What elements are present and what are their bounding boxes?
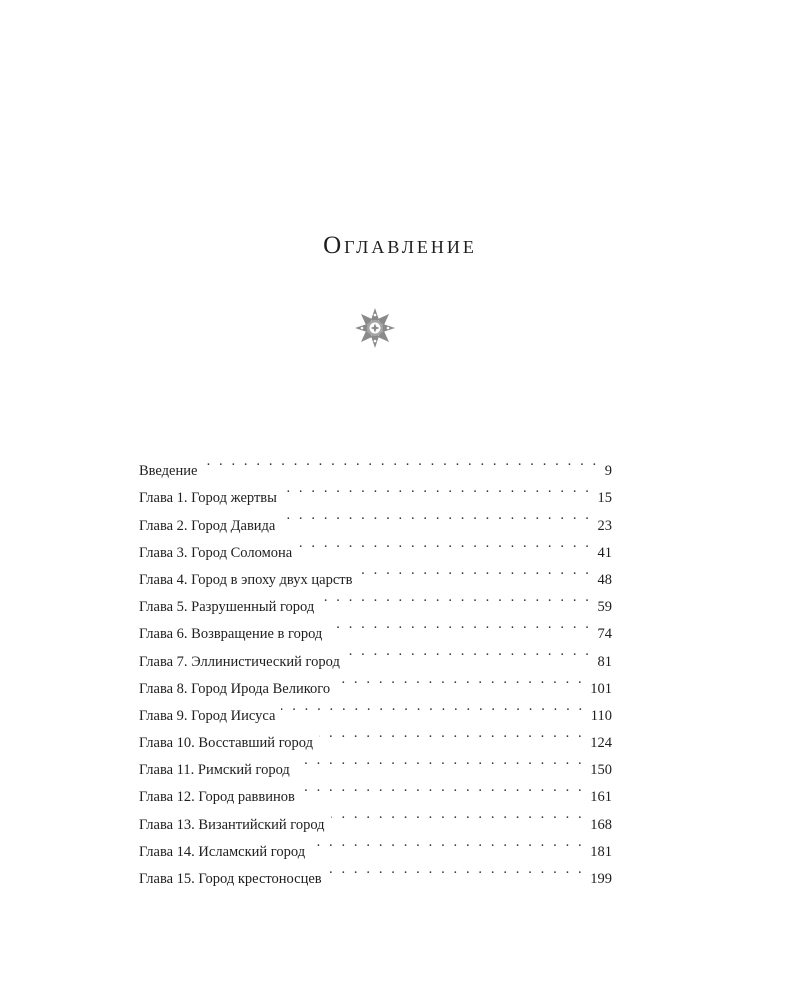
toc-dot-leader	[320, 584, 591, 611]
toc-entry-label: Глава 13. Византийский город	[139, 816, 325, 833]
toc-dot-leader	[301, 774, 584, 801]
toc-entry-page-number: 81	[597, 653, 612, 670]
toc-entry-label: Глава 14. Исламский город	[139, 843, 306, 860]
toc-dot-leader	[311, 829, 584, 856]
toc-dot-leader	[336, 666, 584, 693]
toc-dot-leader	[203, 448, 598, 475]
toc-entry-page-number: 101	[590, 680, 612, 697]
toc-entry-label: Глава 4. Город в эпоху двух царств	[139, 571, 353, 588]
toc-entry-page-number: 48	[597, 571, 612, 588]
toc-entry-label: Глава 2. Город Давида	[139, 517, 276, 534]
toc-dot-leader	[328, 856, 585, 883]
toc-entry	[139, 475, 612, 507]
toc-entry-page-number: 124	[590, 735, 612, 752]
toc-entry-page-number: 161	[590, 789, 612, 806]
toc-dot-leader	[331, 801, 585, 828]
toc-entry	[139, 448, 612, 480]
star-rosette-ornament-icon	[354, 307, 396, 349]
toc-entry-page-number: 168	[590, 816, 612, 833]
toc-dot-leader	[358, 557, 591, 584]
toc-entry-label: Глава 15. Город крестоносцев	[139, 871, 322, 887]
toc-dot-leader	[281, 693, 584, 720]
toc-entry-label: Глава 6. Возвращение в город	[139, 626, 323, 643]
toc-dot-leader	[296, 747, 584, 774]
toc-entry-page-number: 74	[597, 626, 612, 643]
toc-entry-page-number: 15	[597, 490, 612, 507]
toc-entry-label: Глава 3. Город Соломона	[139, 544, 293, 561]
toc-entry-label: Глава 5. Разрушенный город	[139, 599, 315, 616]
toc-entry-label: Глава 9. Город Иисуса	[139, 707, 276, 724]
toc-entry-label: Глава 11. Римский город	[139, 762, 290, 779]
toc-dot-leader	[328, 611, 591, 638]
toc-dot-leader	[281, 502, 591, 529]
toc-dot-leader	[283, 475, 592, 502]
toc-entry-page-number: 150	[590, 762, 612, 779]
toc-dot-leader	[346, 638, 592, 665]
toc-entry-label: Глава 10. Восставший город	[139, 735, 313, 752]
toc-entry-label: Глава 12. Город раввинов	[139, 789, 295, 806]
toc-entry-page-number: 59	[597, 599, 612, 616]
toc-dot-leader	[319, 720, 584, 747]
toc-entry-page-number: 110	[590, 707, 612, 724]
toc-entry-page-number: 181	[590, 843, 612, 860]
toc-entry-label: Глава 7. Эллинистический город	[139, 653, 340, 670]
toc-entry-page-number: 199	[590, 871, 612, 887]
toc-entry-label: Глава 8. Город Ирода Великого	[139, 680, 331, 697]
table-of-contents	[139, 448, 612, 887]
page-title: Оглавление	[323, 232, 477, 259]
toc-dot-leader	[298, 530, 591, 557]
toc-entry-label: Глава 1. Город жертвы	[139, 490, 277, 507]
toc-entry-page-number: 9	[604, 463, 612, 480]
toc-entry-page-number: 41	[597, 544, 612, 561]
toc-entry-page-number: 23	[597, 517, 612, 534]
toc-entry-label: Введение	[139, 463, 198, 480]
